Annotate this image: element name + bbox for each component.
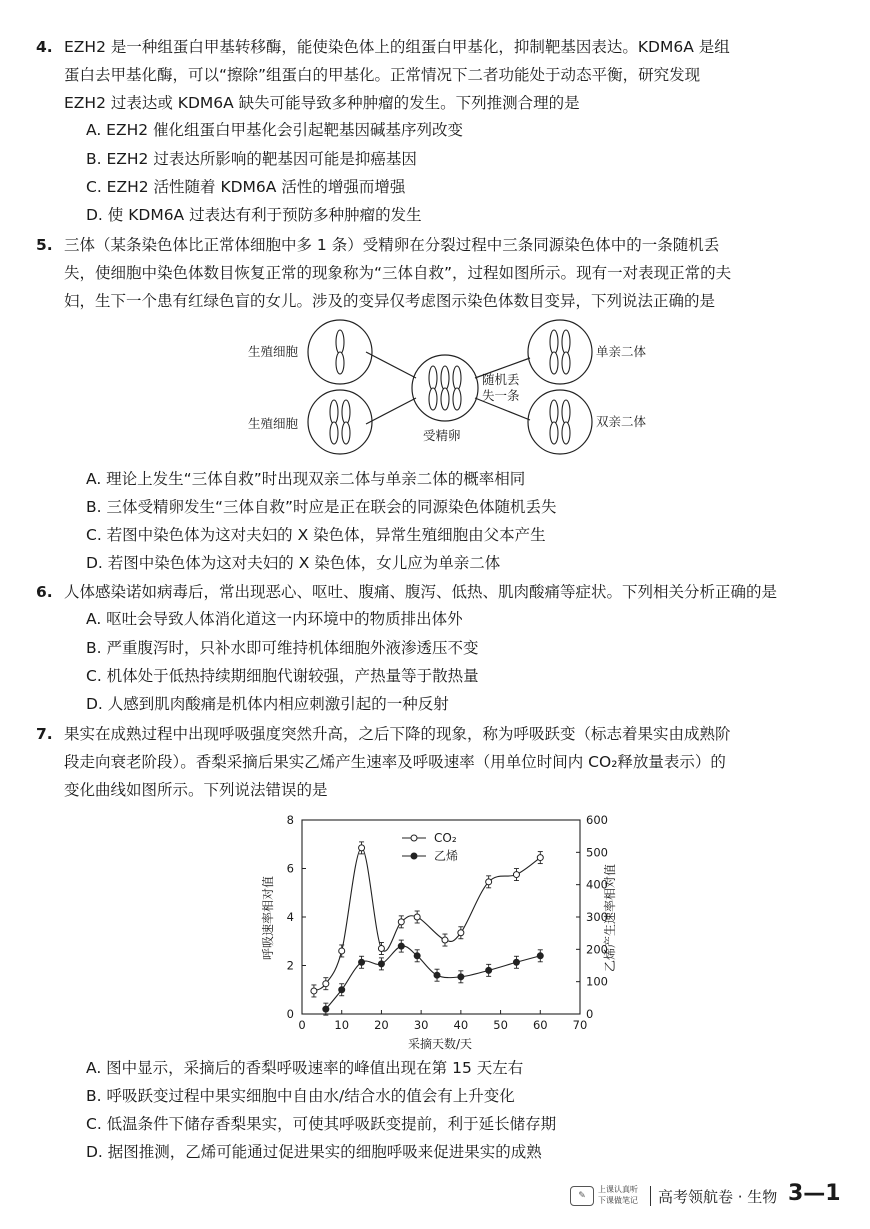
- y2-tick-label: 600: [586, 813, 608, 827]
- question-stem-line: EZH2 是一种组蛋白甲基转移酶，能使染色体上的组蛋白甲基化，抑制靶基因表达。KDM6A 是组: [64, 38, 730, 56]
- y2-tick-label: 0: [586, 1007, 594, 1021]
- data-point: [537, 855, 543, 861]
- series-line: [326, 946, 540, 1009]
- data-point: [414, 953, 420, 959]
- data-point: [339, 948, 345, 954]
- data-point: [537, 953, 543, 959]
- option-d: D. 人感到肌肉酸痛是机体内相应刺激引起的一种反射: [86, 695, 449, 713]
- x-tick-label: 70: [572, 1018, 588, 1032]
- chromosome-icon: [550, 400, 570, 444]
- footer-slogan: 下课做笔记: [598, 1196, 638, 1205]
- x-tick-label: 10: [334, 1018, 350, 1032]
- y2-tick-label: 400: [586, 877, 608, 892]
- x-tick-label: 20: [374, 1018, 389, 1032]
- data-point: [458, 930, 464, 936]
- footer-divider: [650, 1186, 651, 1206]
- data-point: [513, 959, 519, 965]
- y2-tick-label: 200: [586, 942, 608, 957]
- y-tick-label: 2: [286, 958, 294, 973]
- x-tick-label: 40: [453, 1018, 469, 1032]
- zygote-label: 受精卵: [423, 428, 461, 443]
- series-line: [314, 848, 540, 991]
- chromosome-icon: [550, 330, 570, 374]
- question-stem-line: 段走向衰老阶段）。香梨采摘后果实乙烯产生速率及呼吸速率（用单位时间内 CO₂释放量表示）的: [64, 753, 726, 771]
- data-point: [323, 1006, 329, 1012]
- question-number: 6.: [36, 583, 53, 601]
- option-b: B. 严重腹泻时，只补水即可维持机体细胞外液渗透压不变: [86, 639, 479, 657]
- question-stem-line: 果实在成熟过程中出现呼吸强度突然升高，之后下降的现象，称为呼吸跃变（标志着果实由成熟阶: [64, 725, 731, 743]
- page-number: 3—1: [788, 1181, 841, 1206]
- x-tick-label: 50: [493, 1018, 508, 1032]
- chromosome-icon: [330, 400, 350, 444]
- germ-cell-bottom-circle: [308, 390, 372, 454]
- footer-logo: ✎: [570, 1186, 594, 1206]
- germ-cell-top-label: 生殖细胞: [248, 344, 299, 359]
- footer-slogan: 上课认真听: [598, 1185, 638, 1194]
- data-point: [378, 946, 384, 952]
- option-d: D. 使 KDM6A 过表达有利于预防多种肿瘤的发生: [86, 206, 422, 224]
- data-point: [398, 943, 404, 949]
- trisomy-rescue-diagram: [240, 318, 670, 458]
- chromosome-icon: [429, 366, 461, 410]
- connector-line: [366, 398, 416, 424]
- y2-tick-label: 500: [586, 845, 608, 860]
- chromosome-icon: [336, 330, 344, 374]
- option-d: D. 若图中染色体为这对夫妇的 X 染色体，女儿应为单亲二体: [86, 554, 501, 572]
- footer-title: 高考领航卷 · 生物: [658, 1188, 778, 1206]
- x-axis-label: 采摘天数/天: [407, 1037, 473, 1051]
- question-stem-line: EZH2 过表达或 KDM6A 缺失可能导致多种肿瘤的发生。下列推测合理的是: [64, 94, 580, 112]
- question-stem-line: 三体（某条染色体比正常体细胞中多 1 条）受精卵在分裂过程中三条同源染色体中的一条随机丢: [64, 236, 720, 254]
- uniparental-label: 单亲二体: [596, 344, 647, 359]
- y-tick-label: 6: [286, 861, 294, 876]
- biparental-label: 双亲二体: [596, 414, 647, 429]
- data-point: [378, 961, 384, 967]
- connector-line: [366, 352, 416, 378]
- option-c: C. 低温条件下储存香梨果实，可使其呼吸跃变提前，利于延长储存期: [86, 1115, 557, 1133]
- data-point: [323, 981, 329, 987]
- option-d: D. 据图推测，乙烯可能通过促进果实的细胞呼吸来促进果实的成熟: [86, 1143, 542, 1161]
- y2-tick-label: 300: [586, 910, 608, 924]
- data-point: [486, 967, 492, 973]
- question-stem-line: 变化曲线如图所示。下列说法错误的是: [64, 781, 328, 799]
- y-tick-label: 4: [286, 910, 294, 924]
- biparental-cell-circle: [528, 390, 592, 454]
- data-point: [486, 879, 492, 885]
- y-axis-label: 呼吸速率相对值: [261, 875, 275, 961]
- data-point: [398, 919, 404, 925]
- y2-tick-label: 100: [586, 974, 608, 989]
- legend-marker: [411, 835, 417, 841]
- option-b: B. 三体受精卵发生“三体自救”时应是正在联会的同源染色体随机丢失: [86, 498, 557, 516]
- x-tick-label: 60: [532, 1018, 548, 1032]
- y-tick-label: 8: [286, 813, 294, 827]
- x-tick-label: 30: [413, 1018, 429, 1032]
- legend-marker: [411, 853, 417, 859]
- y2-axis-label: 乙烯产生速率相对值: [603, 863, 617, 973]
- random-loss-label-line2: 失一条: [482, 388, 520, 403]
- data-point: [339, 987, 345, 993]
- data-point: [442, 937, 448, 943]
- uniparental-cell-circle: [528, 320, 592, 384]
- germ-cell-bottom-label: 生殖细胞: [248, 416, 299, 431]
- data-point: [414, 914, 420, 920]
- option-c: C. 机体处于低热持续期细胞代谢较强，产热量等于散热量: [86, 667, 479, 685]
- option-a: A. 图中显示，采摘后的香梨呼吸速率的峰值出现在第 15 天左右: [86, 1059, 524, 1077]
- option-c: C. EZH2 活性随着 KDM6A 活性的增强而增强: [86, 178, 406, 196]
- data-point: [513, 872, 519, 878]
- question-stem-line: 妇，生下一个患有红绿色盲的女儿。涉及的变异仅考虑图示染色体数目变异，下列说法正确的是: [64, 292, 716, 310]
- option-a: A. EZH2 催化组蛋白甲基化会引起靶基因碱基序列改变: [86, 121, 464, 139]
- data-point: [458, 974, 464, 980]
- question-stem-line: 人体感染诺如病毒后，常出现恶心、呕吐、腹痛、腹泻、低热、肌肉酸痛等症状。下列相关分析正确的是: [64, 583, 778, 601]
- data-point: [311, 988, 317, 994]
- question-number: 5.: [36, 236, 53, 254]
- respiration-ethylene-chart: [250, 806, 620, 1052]
- option-b: B. 呼吸跃变过程中果实细胞中自由水/结合水的值会有上升变化: [86, 1087, 515, 1105]
- legend-label: 乙烯: [434, 849, 459, 863]
- option-c: C. 若图中染色体为这对夫妇的 X 染色体，异常生殖细胞由父本产生: [86, 526, 546, 544]
- data-point: [359, 845, 365, 851]
- data-point: [359, 959, 365, 965]
- question-number: 7.: [36, 725, 53, 743]
- y-tick-label: 0: [286, 1007, 294, 1021]
- question-number: 4.: [36, 38, 53, 56]
- option-a: A. 呕吐会导致人体消化道这一内环境中的物质排出体外: [86, 610, 463, 628]
- random-loss-label-line1: 随机丢: [482, 372, 520, 387]
- page-footer: [570, 1180, 840, 1214]
- x-tick-label: 0: [298, 1018, 306, 1032]
- legend-label: CO₂: [434, 831, 457, 845]
- data-point: [434, 972, 440, 978]
- question-stem-line: 失，使细胞中染色体数目恢复正常的现象称为“三体自救”，过程如图所示。现有一对表现正常的夫: [64, 264, 732, 282]
- option-b: B. EZH2 过表达所影响的靶基因可能是抑癌基因: [86, 150, 417, 168]
- question-stem-line: 蛋白去甲基化酶，可以“擦除”组蛋白的甲基化。正常情况下二者功能处于动态平衡，研究发现: [64, 66, 701, 84]
- option-a: A. 理论上发生“三体自救”时出现双亲二体与单亲二体的概率相同: [86, 470, 526, 488]
